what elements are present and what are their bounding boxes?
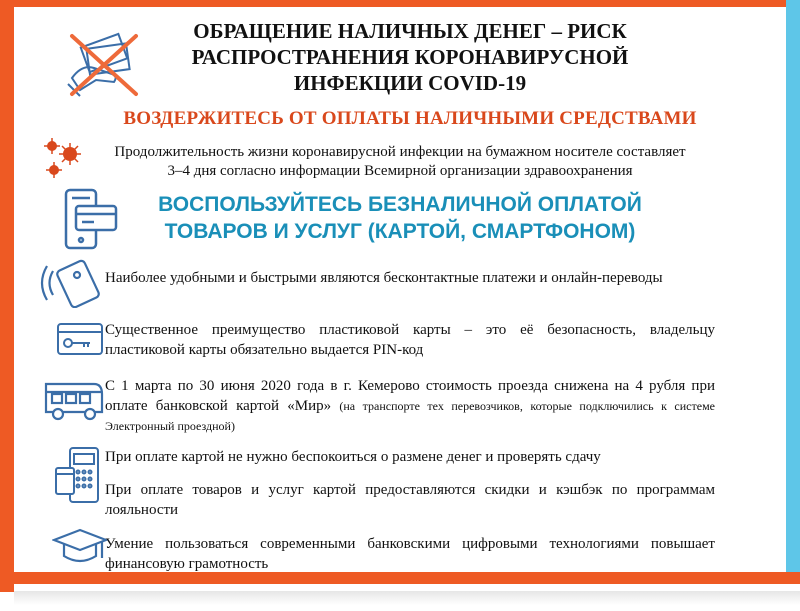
- item-text: Наиболее удобными и быстрыми являются бесконтактные платежи и онлайн-переводы: [105, 270, 663, 286]
- lifespan-line-1: Продолжительность жизни коронавирусной инфекции на бумажном носителе составляет: [114, 144, 686, 160]
- frame-right-border: [786, 0, 800, 580]
- bus-icon: [42, 378, 106, 422]
- item-text: При оплате товаров и услуг картой предоставляются скидки и кэшбэк по программам лояльности: [105, 482, 715, 518]
- item-note: (на транспорте тех перевозчиков, которые подключились к системе Электронный проездной): [105, 399, 715, 433]
- title-line-2: РАСПРОСТРАНЕНИЯ КОРОНАВИРУСНОЙ: [191, 45, 629, 69]
- payment-terminal-icon: [54, 446, 106, 504]
- recommendation-line-1: ВОСПОЛЬЗУЙТЕСЬ БЕЗНАЛИЧНОЙ ОПЛАТОЙ: [158, 193, 642, 216]
- crossed-cash-icon: [62, 28, 144, 100]
- item-text: Умение пользоваться современными банковскими цифровыми технологиями повышает финансовую грамотность: [105, 536, 715, 572]
- title-line-1: ОБРАЩЕНИЕ НАЛИЧНЫХ ДЕНЕГ – РИСК: [193, 19, 627, 43]
- frame-top-border: [0, 0, 800, 7]
- warning-text: ВОЗДЕРЖИТЕСЬ ОТ ОПЛАТЫ НАЛИЧНЫМИ СРЕДСТВАМИ: [123, 108, 697, 129]
- list-item: [105, 480, 715, 520]
- card-key-icon: [56, 322, 104, 356]
- recommendation-headline: [120, 191, 680, 245]
- item-text: Существенное преимущество пластиковой карты – это её безопасность, владельцу пластиковой карты обязательно выдается PIN-код: [105, 322, 715, 358]
- title-line-3: ИНФЕКЦИИ COVID-19: [293, 71, 527, 95]
- poster-title: [150, 18, 670, 96]
- item-text: С 1 марта по 30 июня 2020 года в г. Кемерово стоимость проезда снижена на 4 рубля при оплате банковской картой «Мир»: [105, 378, 715, 414]
- list-item: [105, 534, 715, 574]
- lifespan-info: [70, 143, 730, 181]
- list-item: [105, 268, 715, 288]
- list-item: [105, 447, 715, 467]
- contactless-card-icon: [33, 258, 103, 308]
- item-text: При оплате картой не нужно беспокоиться о размене денег и проверять сдачу: [105, 449, 601, 465]
- recommendation-line-2: ТОВАРОВ И УСЛУГ (КАРТОЙ, СМАРТФОНОМ): [164, 220, 636, 243]
- graduation-cap-icon: [52, 526, 108, 568]
- list-item: [105, 376, 715, 436]
- list-item: [105, 320, 715, 360]
- frame-left-border: [0, 0, 14, 592]
- lifespan-line-2: 3–4 дня согласно информации Всемирной организации здравоохранения: [167, 163, 633, 179]
- bottom-shadow: [14, 591, 800, 605]
- smartphone-card-icon: [60, 188, 122, 252]
